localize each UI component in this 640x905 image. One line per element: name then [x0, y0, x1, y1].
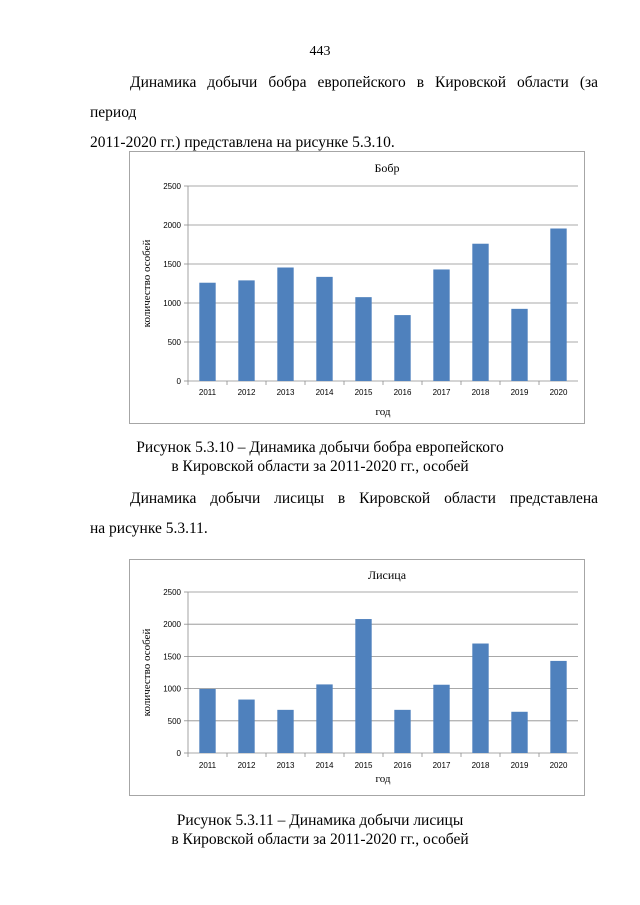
y-tick-label: 0 — [176, 377, 181, 386]
x-axis-title: год — [375, 406, 391, 418]
x-tick-label: 2015 — [354, 761, 373, 770]
bar-2011 — [199, 689, 215, 753]
bar-2016 — [394, 315, 410, 381]
intro-paragraph-beaver — [90, 68, 598, 158]
bar-2018 — [472, 644, 488, 753]
bar-2018 — [472, 244, 488, 381]
beaver-chart-svg — [130, 152, 584, 423]
bar-2016 — [394, 710, 410, 753]
y-tick-label: 2500 — [163, 182, 181, 191]
figure-caption-beaver — [0, 438, 640, 476]
x-tick-label: 2011 — [198, 388, 217, 397]
chart-title: Лисица — [367, 568, 407, 582]
fox-chart — [129, 559, 585, 796]
caption-line: Рисунок 5.3.10 – Динамика добычи бобра европейского — [136, 439, 504, 456]
bar-2012 — [238, 700, 254, 753]
x-tick-label: 2013 — [276, 388, 295, 397]
bar-2019 — [511, 309, 527, 381]
bar-2014 — [316, 684, 332, 753]
paragraph-line: Динамика добычи бобра европейского в Кировской области (за период — [90, 74, 598, 121]
figure-caption-fox — [0, 811, 640, 849]
x-tick-label: 2011 — [198, 761, 217, 770]
y-tick-label: 2000 — [163, 620, 181, 630]
bar-2017 — [433, 269, 449, 381]
paragraph-line: Динамика добычи лисицы в Кировской области представлена — [130, 490, 598, 507]
x-tick-label: 2014 — [315, 388, 334, 397]
x-tick-label: 2014 — [315, 761, 334, 770]
x-tick-label: 2017 — [432, 761, 451, 770]
bar-2017 — [433, 685, 449, 753]
bar-2020 — [550, 229, 566, 381]
paragraph-line: на рисунке 5.3.11. — [90, 520, 208, 537]
x-tick-label: 2012 — [237, 388, 256, 397]
paragraph-line: 2011-2020 гг.) представлена на рисунке 5.3.10. — [90, 134, 395, 151]
y-tick-label: 1500 — [163, 652, 181, 662]
chart-title: Бобр — [374, 161, 400, 175]
x-tick-label: 2013 — [276, 761, 295, 770]
x-tick-label: 2015 — [354, 388, 373, 397]
intro-paragraph-fox — [90, 484, 598, 544]
bar-2020 — [550, 661, 566, 753]
y-tick-label: 1000 — [163, 684, 181, 694]
y-tick-label: 1500 — [163, 260, 181, 269]
y-tick-label: 1000 — [163, 299, 181, 308]
x-tick-label: 2017 — [432, 388, 451, 397]
caption-line: в Кировской области за 2011-2020 гг., особей — [171, 831, 469, 848]
bar-2019 — [511, 712, 527, 753]
x-tick-label: 2012 — [237, 761, 256, 770]
y-tick-label: 2500 — [163, 588, 181, 597]
caption-line: Рисунок 5.3.11 – Динамика добычи лисицы — [176, 812, 464, 829]
bar-2013 — [277, 710, 293, 753]
x-tick-label: 2020 — [549, 388, 568, 397]
x-tick-label: 2016 — [393, 388, 412, 397]
x-tick-label: 2018 — [471, 761, 490, 770]
bar-2011 — [199, 283, 215, 381]
fox-chart-svg — [130, 560, 584, 795]
bar-2012 — [238, 280, 254, 381]
y-axis-title: количество особей — [141, 628, 153, 717]
beaver-chart — [129, 151, 585, 424]
bar-2013 — [277, 268, 293, 381]
bar-2014 — [316, 277, 332, 381]
caption-line: в Кировской области за 2011-2020 гг., особей — [171, 458, 469, 475]
x-tick-label: 2019 — [510, 388, 529, 397]
y-tick-label: 500 — [167, 716, 181, 726]
bar-2015 — [355, 297, 371, 381]
y-tick-label: 0 — [176, 749, 181, 758]
y-tick-label: 2000 — [163, 221, 181, 230]
y-tick-label: 500 — [167, 338, 181, 347]
x-tick-label: 2019 — [510, 761, 529, 770]
x-tick-label: 2018 — [471, 388, 490, 397]
x-tick-label: 2016 — [393, 761, 412, 770]
bar-2015 — [355, 619, 371, 753]
page-number: 443 — [309, 44, 331, 59]
x-axis-title: год — [375, 773, 391, 785]
y-axis-title: количество особей — [141, 239, 153, 328]
x-tick-label: 2020 — [549, 761, 568, 770]
